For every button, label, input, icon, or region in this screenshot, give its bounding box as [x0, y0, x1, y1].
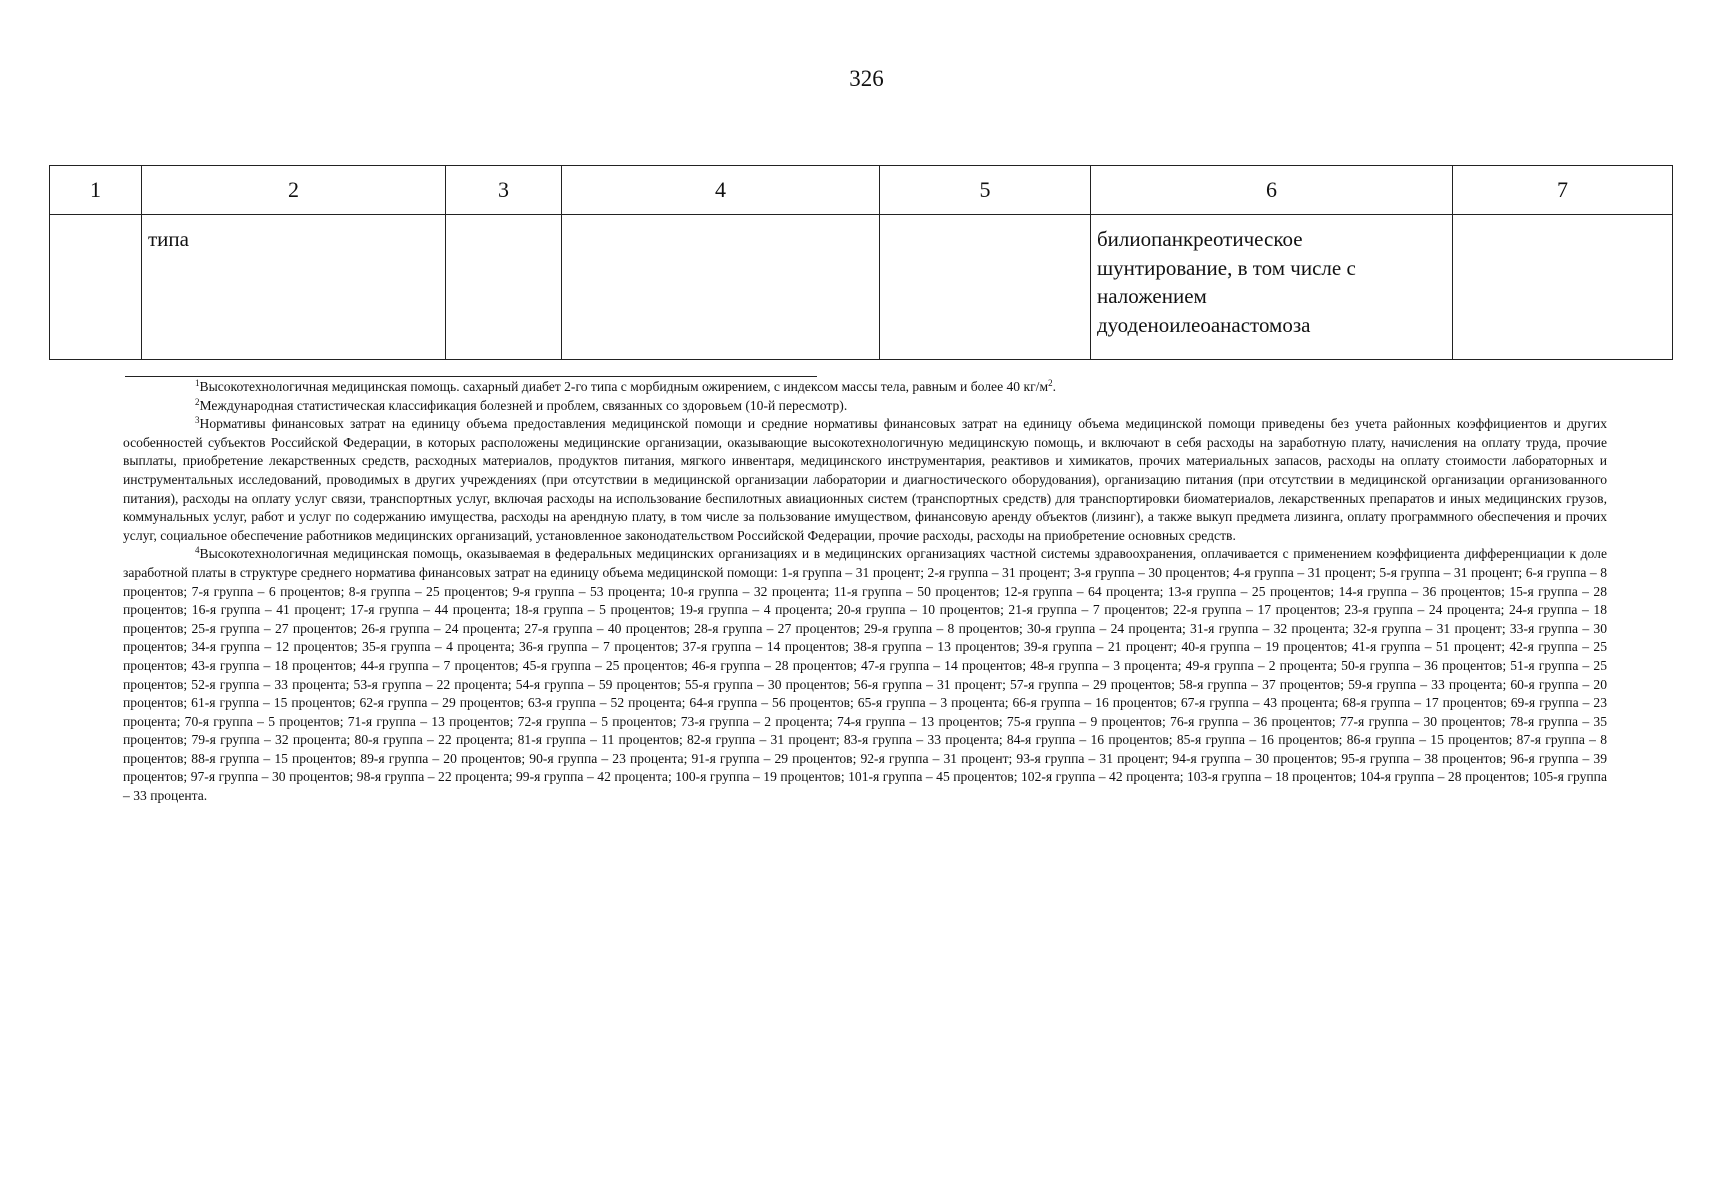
table-row: [50, 215, 1673, 360]
footnote-text: Международная статистическая классификация болезней и проблем, связанных со здоровьем (10-й пересмотр).: [199, 397, 848, 413]
footnote-mark: 4: [195, 545, 200, 556]
footnote-3: [123, 415, 1607, 545]
cell-line: шунтирование, в том числе с: [1097, 255, 1356, 280]
table-cell-7: [1453, 215, 1673, 360]
footnote-text: Высокотехнологичная медицинская помощь, оказываемая в федеральных медицинских организациях и в медицинских организациях частной системы здравоохранения, оплачивается с применением коэффициента дифференциации к доле заработной платы в структуре среднего норматива финансовых затрат на единицу объема медицинской помощи: 1-я группа – 31 процент; 2-я группа – 31 процент; 3-я группа – 30 процентов; 4-я группа – 31 процент; 5-я группа – 31 процент; 6-я группа – 8 процентов; 7-я группа – 6 процентов; 8-я группа – 25 процентов; 9-я группа – 53 процента; 10-я группа – 32 процента; 11-я группа – 50 процентов; 12-я группа – 64 процента; 13-я группа – 25 процентов; 14-я группа – 36 процентов; 15-я группа – 28 процентов; 16-я группа – 41 процент; 17-я группа – 44 процента; 18-я группа – 5 процентов; 19-я группа – 4 процента; 20-я группа – 10 процентов; 21-я группа – 7 процентов; 22-я группа – 17 процентов; 23-я группа – 24 процента; 24-я группа – 18 процентов; 25-я группа – 27 процентов; 26-я группа – 24 процента; 27-я группа – 40 процентов; 28-я группа – 27 процентов; 29-я группа – 8 процентов; 30-я группа – 24 процента; 31-я группа – 32 процента; 32-я группа – 31 процент; 33-я группа – 30 процентов; 34-я группа – 12 процентов; 35-я группа – 4 процента; 36-я группа – 7 процентов; 37-я группа – 14 процентов; 38-я группа – 13 процентов; 39-я группа – 21 процент; 40-я группа – 19 процентов; 41-я группа – 51 процент; 42-я группа – 25 процентов; 43-я группа – 18 процентов; 44-я группа – 7 процентов; 45-я группа – 25 процентов; 46-я группа – 28 процентов; 47-я группа – 14 процентов; 48-я группа – 3 процента; 49-я группа – 2 процента; 50-я группа – 36 процентов; 51-я группа – 25 процентов; 52-я группа – 33 процента; 53-я группа – 22 процента; 54-я группа – 59 процентов; 55-я группа – 30 процентов; 56-я группа – 31 процент; 57-я группа – 29 процентов; 58-я группа – 37 процентов; 59-я группа – 33 процента; 60-я группа – 20 процентов; 61-я группа – 15 процентов; 62-я группа – 29 процентов; 63-я группа – 52 процента; 64-я группа – 56 процентов; 65-я группа – 3 процента; 66-я группа – 16 процентов; 67-я группа – 43 процента; 68-я группа – 17 процентов; 69-я группа – 23 процента; 70-я группа – 5 процентов; 71-я группа – 13 процентов; 72-я группа – 5 процентов; 73-я группа – 2 процента; 74-я группа – 13 процентов; 75-я группа – 9 процентов; 76-я группа – 36 процентов; 77-я группа – 30 процентов; 78-я группа – 35 процентов; 79-я группа – 32 процента; 80-я группа – 22 процента; 81-я группа – 11 процентов; 82-я группа – 31 процент; 83-я группа – 33 процента; 84-я группа – 16 процентов; 85-я группа – 16 процентов; 86-я группа – 15 процентов; 87-я группа – 8 процентов; 88-я группа – 15 процентов; 89-я группа – 20 процентов; 90-я группа – 23 процента; 91-я группа – 29 процентов; 92-я группа – 31 процент; 93-я группа – 31 процент; 94-я группа – 30 процентов; 95-я группа – 38 процентов; 96-я группа – 39 процентов; 97-я группа – 30 процентов; 98-я группа – 22 процента; 99-я группа – 42 процента; 100-я группа – 19 процентов; 101-я группа – 45 процентов; 102-я группа – 42 процента; 103-я группа – 18 процентов; 104-я группа – 28 процентов; 105-я группа – 33 процента.: [123, 546, 1607, 804]
superscript: 2: [1048, 378, 1053, 388]
column-header: 4: [562, 166, 880, 215]
table-cell-3: [446, 215, 562, 360]
column-header: 6: [1091, 166, 1453, 215]
column-header: 7: [1453, 166, 1673, 215]
table-cell-1: [50, 215, 142, 360]
cell-line: наложением: [1097, 284, 1207, 308]
footnote-1: [123, 378, 1607, 397]
footnote-2: [123, 397, 1607, 416]
footnote-end: .: [1052, 379, 1056, 394]
page-number: 326: [849, 66, 884, 91]
table-cell-2: типа: [142, 215, 446, 360]
data-table: [49, 165, 1673, 360]
footnote-text: Высокотехнологичная медицинская помощь. сахарный диабет 2-го типа с морбидным ожирением, с индексом массы тела, равным и более 40 кг/м: [199, 379, 1049, 394]
footnote-separator: [125, 376, 817, 377]
footnote-mark: 1: [195, 378, 200, 388]
table-cell-6: [1091, 215, 1453, 360]
footnote-mark: 2: [195, 396, 200, 407]
footnote-4: [123, 545, 1607, 805]
column-header: 3: [446, 166, 562, 215]
column-header: 2: [142, 166, 446, 215]
cell-line: дуоденоилеоанастомоза: [1097, 312, 1311, 337]
footnote-text: Нормативы финансовых затрат на единицу объема предоставления медицинской помощи и средние нормативы финансовых затрат на единицу объема медицинской помощи приведены без учета районных коэффициентов и других особенностей субъектов Российской Федерации, в которых расположены медицинские организации, оказывающие высокотехнологичную медицинскую помощь, и включают в себя расходы на заработную плату, начисления на оплату труда, прочие выплаты, приобретение лекарственных средств, расходных материалов, продуктов питания, мягкого инвентаря, медицинского инструментария, реактивов и химикатов, прочих материальных запасов, расходы на оплату стоимости лабораторных и инструментальных исследований, проводимых в других учреждениях (при отсутствии в медицинской организации лаборатории и диагностического оборудования), организацию питания (при отсутствии в медицинской организации организованного питания), расходы на оплату услуг связи, транспортных услуг, включая расходы на использование беспилотных авиационных систем (транспортных средств) для транспортировки биоматериалов, лекарственных препаратов и иных медицинских грузов, коммунальных услуг, работ и услуг по содержанию имущества, расходы на арендную плату, в том числе за пользование имуществом, финансовую аренду объектов (лизинг), а также выкуп предмета лизинга, оплату программного обеспечения и прочих услуг, социальное обеспечение работников медицинских организаций, установленное законодательством Российской Федерации, прочие расходы, расходы на приобретение основных средств.: [123, 416, 1607, 543]
table-cell-5: [880, 215, 1091, 360]
column-header: 5: [880, 166, 1091, 215]
table-header-row: [50, 166, 1673, 215]
table-cell-4: [562, 215, 880, 360]
cell-line: билиопанкреотическое: [1097, 227, 1303, 251]
footnote-mark: 3: [195, 415, 200, 426]
column-header: 1: [50, 166, 142, 215]
footnotes: [123, 378, 1607, 806]
